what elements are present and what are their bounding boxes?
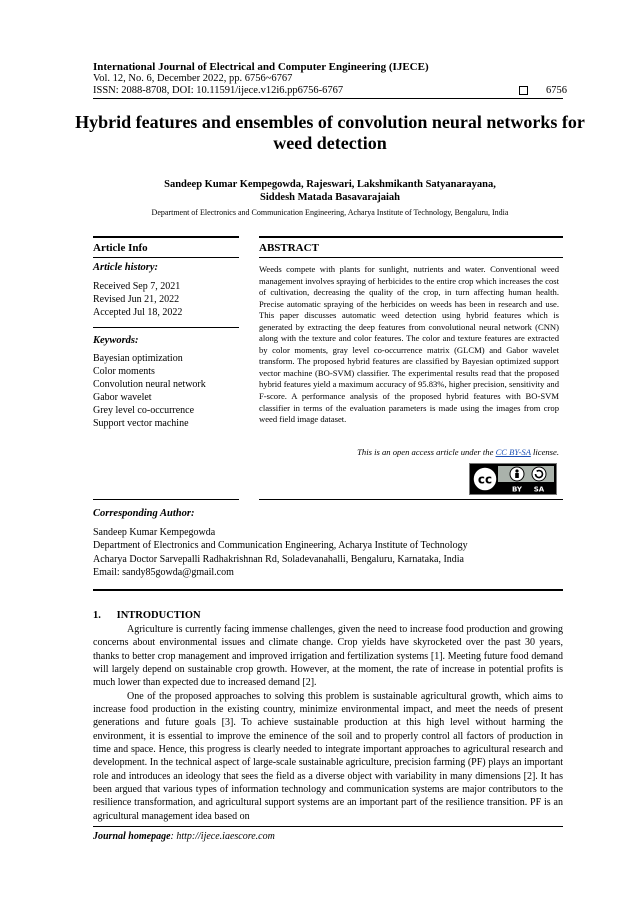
keyword: Bayesian optimization xyxy=(93,353,183,364)
corresponding-dept: Department of Electronics and Communication Engineering, Acharya Institute of Technology xyxy=(93,540,468,552)
issn-doi: ISSN: 2088-8708, DOI: 10.11591/ijece.v12i6.pp6756-6767 xyxy=(93,85,344,96)
keywords-heading: Keywords: xyxy=(93,335,139,346)
creative-commons-icon xyxy=(470,464,556,494)
svg-text:SA: SA xyxy=(533,485,545,494)
journal-title: International Journal of Electrical and Computer Engineering (IJECE) xyxy=(93,61,429,73)
affiliation: Department of Electronics and Communication Engineering, Acharya Institute of Technology, Bengaluru, India xyxy=(151,208,509,217)
keyword: Grey level co-occurrence xyxy=(93,405,195,416)
introduction-body xyxy=(93,623,563,823)
keywords-list xyxy=(93,352,206,430)
keyword: Color moments xyxy=(93,366,155,377)
paper-title: Hybrid features and ensembles of convolution neural networks for weed detection xyxy=(75,112,585,153)
paragraph: Agriculture is currently facing immense challenges, given the need to increase food production and growing concerns about environmental issues and climate change. Crop yields have skyrocketed over the past 30 years, thanks to better crop management and improved irrigation and fertilization systems [1]. Meeting future food demand will largely depend on sustainable crop growth. However, at the moment, the rate of increase in potential profits is much lower than expected due to increased demand [2]. xyxy=(93,624,563,689)
svg-text:cc: cc xyxy=(477,472,493,487)
article-info-heading: Article Info xyxy=(93,242,148,254)
abstract-bottom-rule xyxy=(259,499,563,500)
cc-by-sa-link[interactable]: CC BY-SA xyxy=(495,447,531,457)
paragraph: One of the proposed approaches to solving this problem is sustainable agricultural growth, which aims to increase food production in the existing country, minimize environmental impact, and meet the needs of present generations and future goals [3]. To achieve sustainable production at this high level without harming the environment, it is essential to improve the eminence of the soil and to properly control all factors of production in time and space. Hence, this progress is clearly needed to integrate important approaches to agricultural research and development. In the technical aspect of large-scale sustainable agriculture, precision farming (PF) plays an important role and introduces an ideology that sees the field as a diverse object with variability in many dimensions [2]. It has been argued that various types of information technology and communication systems are major contributors to the resilience transformation, and agricultural support systems are an important part of the resilience transition. PF is an agricultural management idea based on xyxy=(93,690,563,822)
corresponding-address: Acharya Doctor Sarvepalli Radhakrishnan Rd, Soladevanahalli, Bengaluru, Karnataka, India xyxy=(93,553,464,565)
footer-rule xyxy=(93,826,563,827)
corresponding-bottom-rule xyxy=(93,589,563,591)
volume-info: Vol. 12, No. 6, December 2022, pp. 6756~6767 xyxy=(93,73,293,84)
article-history xyxy=(93,280,182,319)
received-date: Received Sep 7, 2021 xyxy=(93,281,181,292)
history-rule xyxy=(93,327,239,328)
revised-date: Revised Jun 21, 2022 xyxy=(93,294,180,305)
article-info-top-rule xyxy=(93,236,239,238)
corresponding-details xyxy=(93,526,468,580)
abstract-top-rule xyxy=(259,236,563,238)
authors-line-1: Sandeep Kumar Kempegowda, Rajeswari, Lakshmikanth Satyanarayana, xyxy=(164,179,496,190)
authors xyxy=(70,178,590,204)
corresponding-name: Sandeep Kumar Kempegowda xyxy=(93,527,216,538)
footer xyxy=(93,831,275,842)
introduction-heading: 1. INTRODUCTION xyxy=(93,610,201,621)
corresponding-heading: Corresponding Author: xyxy=(93,508,195,519)
abstract-text: Weeds compete with plants for sunlight, nutrients and water. Conventional weed management involves spraying of herbicides to the entire crop which increases the cost of cultivation, decreasing the quality of the crop, in turn affecting human health. Precise automatic spraying of the herbicides on weeds has been in research and use. This paper discusses automatic weed detection using hybrid features which is generated by extracting the deep features from convolutional neural network (CNN) along with the texture and color features. The color and texture features are extracted by color moments, gray level co-occurrence matrix (GLCM) and Gabor wavelet transform. The proposed hybrid features are classified by Bayesian optimized support vector machine (BO-SVM) classifier. The experimental results read that the proposed hybrid features yield a maximum accuracy of 95.83%, higher precision, sensitivity and F-score. A performance analysis of the proposed hybrid features with BO-SVM classifier in terms of the evaluation parameters is made using the images from crop weed field image dataset. xyxy=(259,264,559,425)
keywords-bottom-rule xyxy=(93,499,239,500)
svg-text:BY: BY xyxy=(511,485,523,494)
authors-line-2: Siddesh Matada Basavarajaiah xyxy=(259,192,401,203)
accepted-date: Accepted Jul 18, 2022 xyxy=(93,307,183,318)
abstract-heading: ABSTRACT xyxy=(259,242,319,254)
abstract-rule xyxy=(259,257,563,258)
article-info-rule xyxy=(93,257,239,258)
journal-homepage-label: Journal homepage xyxy=(93,831,171,842)
corresponding-email: Email: sandy85gowda@gmail.com xyxy=(93,567,234,579)
journal-homepage-url[interactable]: : http://ijece.iaescore.com xyxy=(170,831,275,842)
cc-by-sa-badge[interactable] xyxy=(469,463,557,495)
keyword: Convolution neural network xyxy=(93,379,206,390)
keyword: Support vector machine xyxy=(93,418,189,429)
square-icon xyxy=(519,86,528,95)
page-number: 6756 xyxy=(519,85,567,96)
keyword: Gabor wavelet xyxy=(93,392,152,403)
open-access-note: This is an open access article under the CC BY-SA license. xyxy=(357,447,559,457)
history-heading: Article history: xyxy=(93,262,159,273)
header-rule xyxy=(93,98,563,99)
